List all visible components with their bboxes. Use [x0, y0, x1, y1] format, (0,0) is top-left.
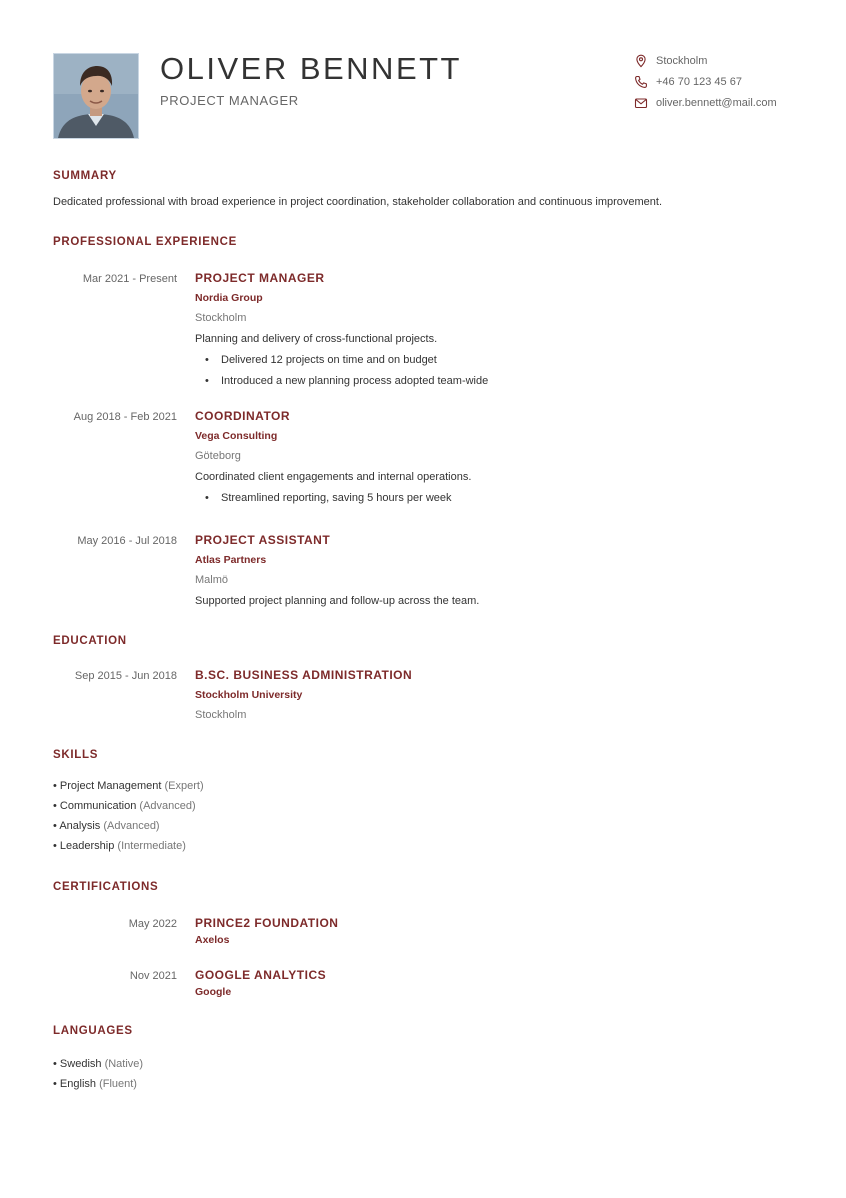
achievement-item: • Introduced a new planning process adopted team-wide	[195, 374, 795, 388]
degree-title: B.SC. BUSINESS ADMINISTRATION	[195, 668, 413, 682]
certification-date: May 2022	[128, 918, 177, 930]
skill-item: • Analysis (Advanced)	[53, 820, 160, 832]
language-name: Swedish	[59, 1058, 102, 1070]
school-name: Stockholm University	[195, 689, 303, 701]
language-item: • English (Fluent)	[53, 1078, 137, 1090]
skill-name: Analysis	[59, 820, 101, 832]
skills-heading: SKILLS	[53, 749, 99, 761]
company-name: Vega Consulting	[195, 430, 278, 442]
job-description: Planning and delivery of cross-functional projects.	[195, 333, 438, 345]
skill-level: (Advanced)	[139, 800, 196, 812]
languages-heading: LANGUAGES	[53, 1025, 133, 1037]
job-description: Coordinated client engagements and internal operations.	[195, 471, 472, 483]
job-location: Stockholm	[195, 312, 247, 324]
experience-body	[195, 409, 795, 505]
languages-list	[53, 1057, 453, 1097]
location-pin-icon	[634, 54, 648, 68]
job-location: Malmö	[195, 574, 229, 586]
contact-block	[634, 52, 834, 115]
achievement-list	[195, 491, 795, 505]
contact-email-text[interactable]: oliver.bennett@mail.com	[656, 97, 777, 109]
experience-date: Mar 2021 - Present	[82, 273, 177, 285]
achievement-list	[195, 353, 795, 388]
education-heading: EDUCATION	[53, 635, 127, 647]
certifications-heading: CERTIFICATIONS	[53, 881, 159, 893]
contact-phone	[634, 73, 834, 94]
skill-item: • Project Management (Expert)	[53, 780, 204, 792]
language-level: (Native)	[104, 1058, 144, 1070]
experience-body	[195, 533, 795, 608]
skill-level: (Intermediate)	[117, 840, 186, 852]
phone-icon	[634, 75, 648, 89]
contact-email	[634, 94, 834, 115]
job-title: COORDINATOR	[195, 409, 291, 423]
education-body	[195, 668, 795, 722]
mail-icon	[634, 96, 648, 110]
profile-photo	[53, 53, 139, 139]
candidate-name: OLIVER BENNETT	[160, 51, 462, 86]
skill-item: • Communication (Advanced)	[53, 800, 196, 812]
experience-body	[195, 271, 795, 388]
skill-name: Project Management	[59, 780, 162, 792]
contact-phone-text[interactable]: +46 70 123 45 67	[656, 76, 742, 88]
candidate-title: PROJECT MANAGER	[160, 93, 299, 108]
certification-title: GOOGLE ANALYTICS	[195, 968, 327, 982]
portrait-image	[54, 54, 138, 138]
certification-issuer: Axelos	[195, 934, 230, 946]
certification-date: Nov 2021	[129, 970, 177, 982]
summary-text: Dedicated professional with broad experience in project coordination, stakeholder collaboration and continuous improvement.	[53, 196, 663, 208]
job-description: Supported project planning and follow-up across the team.	[195, 595, 480, 607]
school-location: Stockholm	[195, 709, 247, 721]
contact-location-text: Stockholm	[656, 55, 708, 67]
skill-name: Communication	[59, 800, 137, 812]
job-title: PROJECT ASSISTANT	[195, 533, 331, 547]
company-name: Nordia Group	[195, 292, 263, 304]
job-location: Göteborg	[195, 450, 241, 462]
company-name: Atlas Partners	[195, 554, 267, 566]
achievement-item: • Delivered 12 projects on time and on budget	[195, 353, 795, 367]
education-date: Sep 2015 - Jun 2018	[74, 670, 177, 682]
language-name: English	[59, 1078, 96, 1090]
certification-title: PRINCE2 FOUNDATION	[195, 916, 339, 930]
language-item: • Swedish (Native)	[53, 1058, 144, 1070]
contact-location	[634, 52, 834, 73]
skill-level: (Expert)	[164, 780, 204, 792]
skills-list	[53, 779, 453, 859]
skill-item: • Leadership (Intermediate)	[53, 840, 186, 852]
summary-heading: SUMMARY	[53, 170, 117, 182]
experience-heading: PROFESSIONAL EXPERIENCE	[53, 236, 237, 248]
experience-date: Aug 2018 - Feb 2021	[73, 411, 177, 423]
skill-level: (Advanced)	[103, 820, 160, 832]
certification-body	[195, 916, 795, 947]
language-level: (Fluent)	[99, 1078, 137, 1090]
experience-date: May 2016 - Jul 2018	[77, 535, 177, 547]
job-title: PROJECT MANAGER	[195, 271, 325, 285]
achievement-item: • Streamlined reporting, saving 5 hours per week	[195, 491, 795, 505]
certification-body	[195, 968, 795, 999]
skill-name: Leadership	[59, 840, 115, 852]
certification-issuer: Google	[195, 986, 232, 998]
